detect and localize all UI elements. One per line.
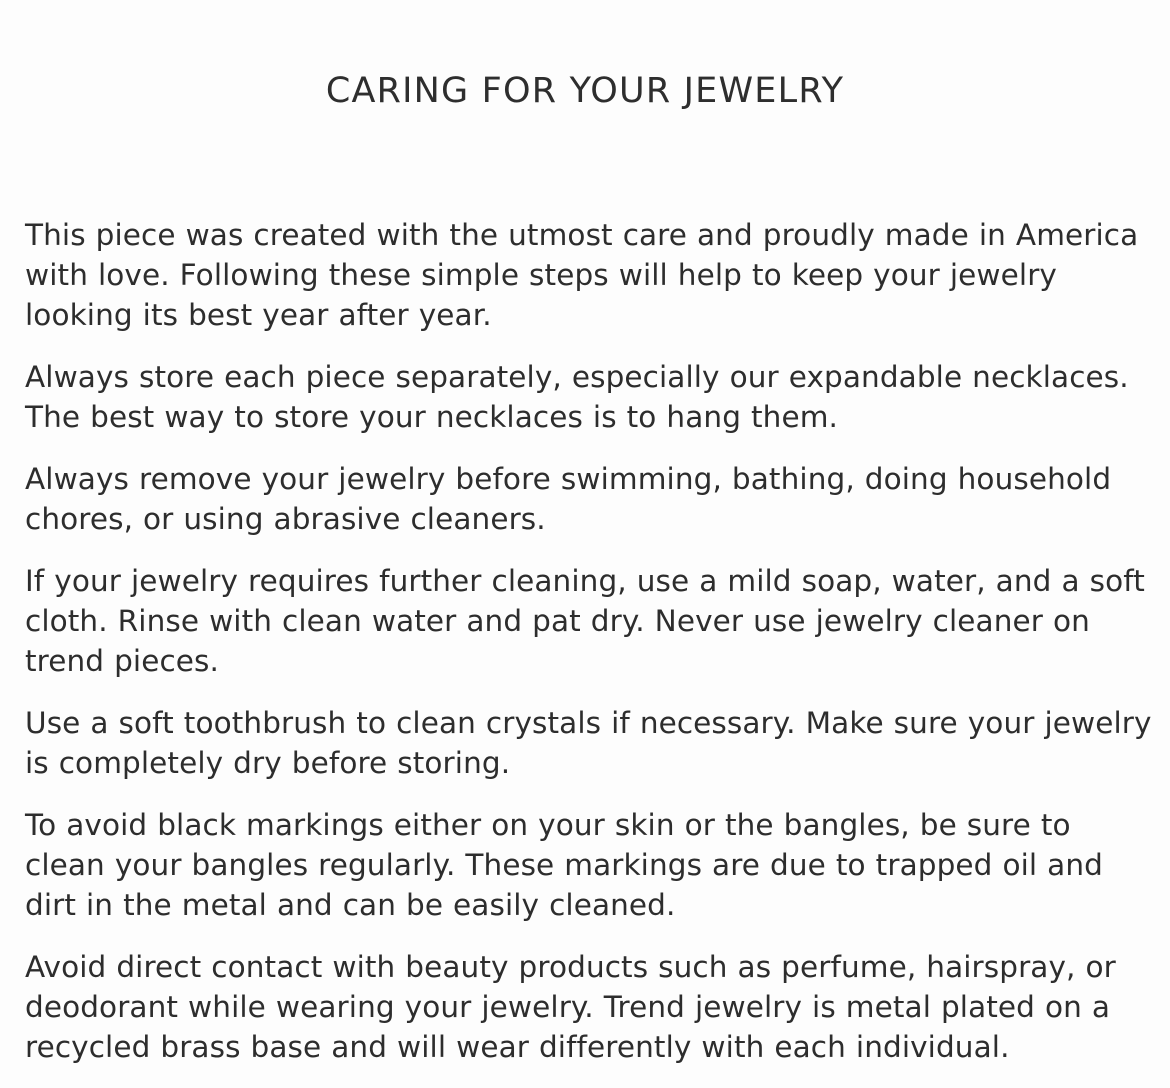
paragraph: This piece was created with the utmost care and proudly made in America with love. Following these simple steps will help to keep your jewelry looking its best year after year. [25, 218, 1139, 332]
paragraph: Avoid direct contact with beauty products such as perfume, hairspray, or deodorant while wearing your jewelry. Trend jewelry is metal plated on a recycled brass base and will wear differently with each individual. [25, 950, 1116, 1064]
paragraph: Use a soft toothbrush to clean crystals if necessary. Make sure your jewelry is completely dry before storing. [25, 706, 1152, 780]
page-title: CARING FOR YOUR JEWELRY [325, 71, 845, 112]
paragraph: If your jewelry requires further cleaning, use a mild soap, water, and a soft cloth. Rinse with clean water and pat dry. Never use jewelry cleaner on trend pieces. [25, 564, 1145, 678]
paragraph: Always store each piece separately, especially our expandable necklaces. The best way to store your necklaces is to hang them. [25, 360, 1129, 434]
paragraph: To avoid black markings either on your skin or the bangles, be sure to clean your bangles regularly. These markings are due to trapped oil and dirt in the metal and can be easily cleaned. [25, 808, 1103, 922]
document-body [25, 215, 1153, 1067]
paragraph: Always remove your jewelry before swimming, bathing, doing household chores, or using abrasive cleaners. [25, 462, 1112, 536]
